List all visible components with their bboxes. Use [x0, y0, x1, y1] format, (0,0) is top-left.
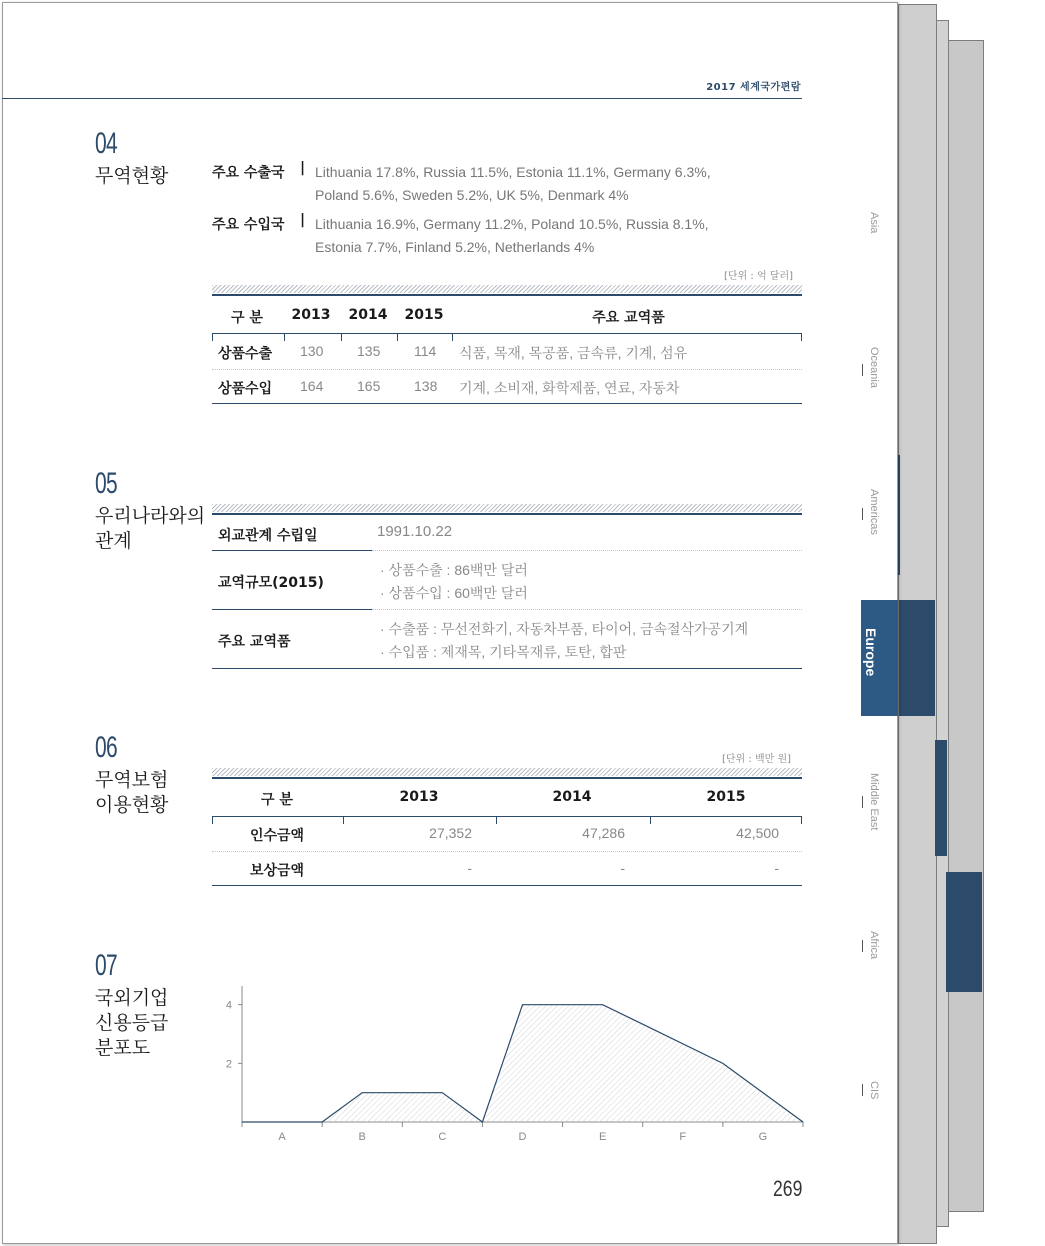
chart-plot-area	[226, 986, 803, 1143]
relation-label: 교역규모(2015)	[218, 575, 324, 591]
export-countries-line2: Poland 5.6%, Sweden 5.2%, UK 5%, Denmark 4%	[315, 187, 629, 203]
row-label: 보상금액	[249, 863, 305, 879]
col-tick	[343, 816, 344, 824]
relation-label: 외교관계 수립일	[218, 528, 318, 544]
relation-value: 1991.10.22	[377, 523, 453, 540]
cell-2015: -	[774, 860, 779, 876]
section-title-line2: 신용등급	[95, 1012, 169, 1034]
edge-tab-1	[898, 455, 900, 575]
sidebar-tab-oceania[interactable]: Oceania	[868, 347, 880, 388]
col-header: 구 분	[261, 792, 293, 808]
table-hatch	[212, 768, 802, 776]
edge-tab-4	[946, 872, 982, 992]
section-number: 05	[95, 467, 117, 500]
cell-2013: -	[467, 860, 472, 876]
sidebar-tab-europe[interactable]: Europe	[863, 628, 879, 677]
edge-tab-2	[899, 600, 935, 716]
relation-value: · 상품수출 : 86백만 달러	[380, 562, 528, 578]
sidebar-tab-asia[interactable]: Asia	[868, 212, 880, 234]
sidebar-marker	[862, 1084, 863, 1096]
cell-2015: 42,500	[736, 825, 779, 841]
page-number: 269	[773, 1176, 803, 1201]
cell-2014: 165	[357, 378, 381, 394]
row-divider	[372, 550, 802, 551]
row-label: 상품수출	[218, 346, 273, 362]
row-divider	[212, 851, 802, 852]
x-tick-label: G	[758, 1131, 768, 1143]
section-title: 무역현황	[95, 165, 169, 187]
import-countries-line2: Estonia 7.7%, Finland 5.2%, Netherlands 4%	[315, 239, 595, 255]
table-bottom-rule	[212, 885, 802, 886]
section-title-line2: 관계	[95, 530, 132, 552]
row-label: 인수금액	[249, 828, 305, 844]
label-rule	[212, 609, 372, 610]
cell-2014: -	[620, 860, 625, 876]
table-top-rule	[212, 513, 802, 515]
section-title-line2: 이용현황	[95, 794, 169, 816]
running-header: 2017 세계국가편람	[706, 82, 801, 93]
table-bottom-rule	[212, 668, 802, 669]
table-top-rule	[212, 777, 802, 779]
cell-items: 식품, 목재, 목공품, 금속류, 기계, 섬유	[459, 345, 688, 361]
header-rule	[212, 816, 802, 817]
sidebar-tab-africa[interactable]: Africa	[868, 931, 880, 960]
sidebar-tab-middle-east[interactable]: Middle East	[868, 773, 880, 831]
cell-2014: 135	[357, 343, 381, 359]
table-hatch	[212, 504, 802, 512]
col-tick	[397, 333, 398, 341]
section-title-line1: 국외기업	[95, 987, 169, 1009]
sidebar-marker	[862, 508, 863, 520]
header-rule	[2, 98, 802, 99]
export-countries-line1: Lithuania 17.8%, Russia 11.5%, Estonia 11.1%, Germany 6.3%,	[315, 164, 711, 180]
col-tick	[284, 333, 285, 341]
sidebar-marker	[862, 364, 863, 376]
cell-2015: 138	[414, 378, 438, 394]
y-tick-label: 2	[225, 1058, 232, 1071]
y-tick-label: 4	[225, 999, 232, 1012]
col-header: 2014	[348, 307, 388, 323]
col-header: 2015	[404, 307, 444, 323]
x-tick-label: B	[358, 1131, 366, 1143]
cell-2015: 114	[414, 343, 437, 359]
unit-label: [단위 : 백만 원]	[722, 754, 792, 765]
col-header: 2015	[706, 789, 746, 805]
table-bottom-rule	[212, 403, 802, 404]
row-divider	[212, 369, 802, 370]
col-tick	[801, 816, 802, 824]
area-fill	[322, 1005, 803, 1122]
x-tick-label: E	[598, 1131, 607, 1143]
section-title-line1: 무역보험	[95, 769, 169, 791]
x-tick-label: D	[518, 1131, 527, 1143]
label-separator: |	[300, 212, 306, 228]
table-top-rule	[212, 294, 802, 296]
label-separator: |	[300, 160, 306, 176]
sidebar-tab-cis[interactable]: CIS	[868, 1081, 880, 1100]
x-tick-label: C	[438, 1131, 447, 1143]
col-tick	[341, 333, 342, 341]
row-divider	[372, 609, 802, 610]
row-label: 상품수입	[218, 381, 273, 397]
credit-rating-chart	[215, 980, 815, 1150]
relation-value: · 수입품 : 제재목, 기타목재류, 토탄, 합판	[380, 644, 627, 660]
sidebar-marker	[862, 796, 863, 808]
x-tick-label: F	[679, 1131, 687, 1143]
col-header: 구 분	[231, 310, 263, 326]
col-tick	[452, 333, 453, 341]
x-tick-label: A	[278, 1131, 286, 1143]
col-header: 주요 교역품	[592, 310, 665, 326]
header-rule	[212, 333, 802, 334]
cell-items: 기계, 소비재, 화학제품, 연료, 자동차	[459, 380, 680, 396]
col-header: 2014	[552, 789, 592, 805]
relation-value: · 상품수입 : 60백만 달러	[380, 585, 528, 601]
book-edge-3	[944, 40, 984, 1212]
section-number: 06	[95, 731, 117, 764]
relation-value: · 수출품 : 무선전화기, 자동차부품, 타이어, 금속절삭가공기계	[380, 621, 749, 637]
relation-label: 주요 교역품	[218, 634, 291, 650]
unit-label: [단위 : 억 달러]	[724, 271, 794, 282]
section-title-line1: 우리나라와의	[95, 505, 206, 527]
sidebar-marker	[862, 940, 863, 952]
section-title-line3: 분포도	[95, 1037, 151, 1059]
col-tick	[801, 333, 802, 341]
edge-tab-3	[935, 740, 947, 856]
col-header: 2013	[399, 789, 439, 805]
col-tick	[212, 333, 213, 341]
cell-2014: 47,286	[582, 825, 625, 841]
cell-2013: 27,352	[429, 825, 472, 841]
section-number: 07	[95, 949, 117, 982]
label-rule	[212, 550, 372, 551]
sidebar-tab-americas[interactable]: Americas	[868, 489, 880, 535]
col-tick	[650, 816, 651, 824]
import-label: 주요 수입국	[212, 217, 285, 233]
cell-2013: 130	[300, 343, 324, 359]
cell-2013: 164	[300, 378, 324, 394]
import-countries-line1: Lithuania 16.9%, Germany 11.2%, Poland 10.5%, Russia 8.1%,	[315, 216, 709, 232]
col-header: 2013	[291, 307, 331, 323]
export-label: 주요 수출국	[212, 165, 285, 181]
table-hatch	[212, 285, 802, 293]
col-tick	[212, 816, 213, 824]
col-tick	[496, 816, 497, 824]
section-number: 04	[95, 127, 117, 160]
